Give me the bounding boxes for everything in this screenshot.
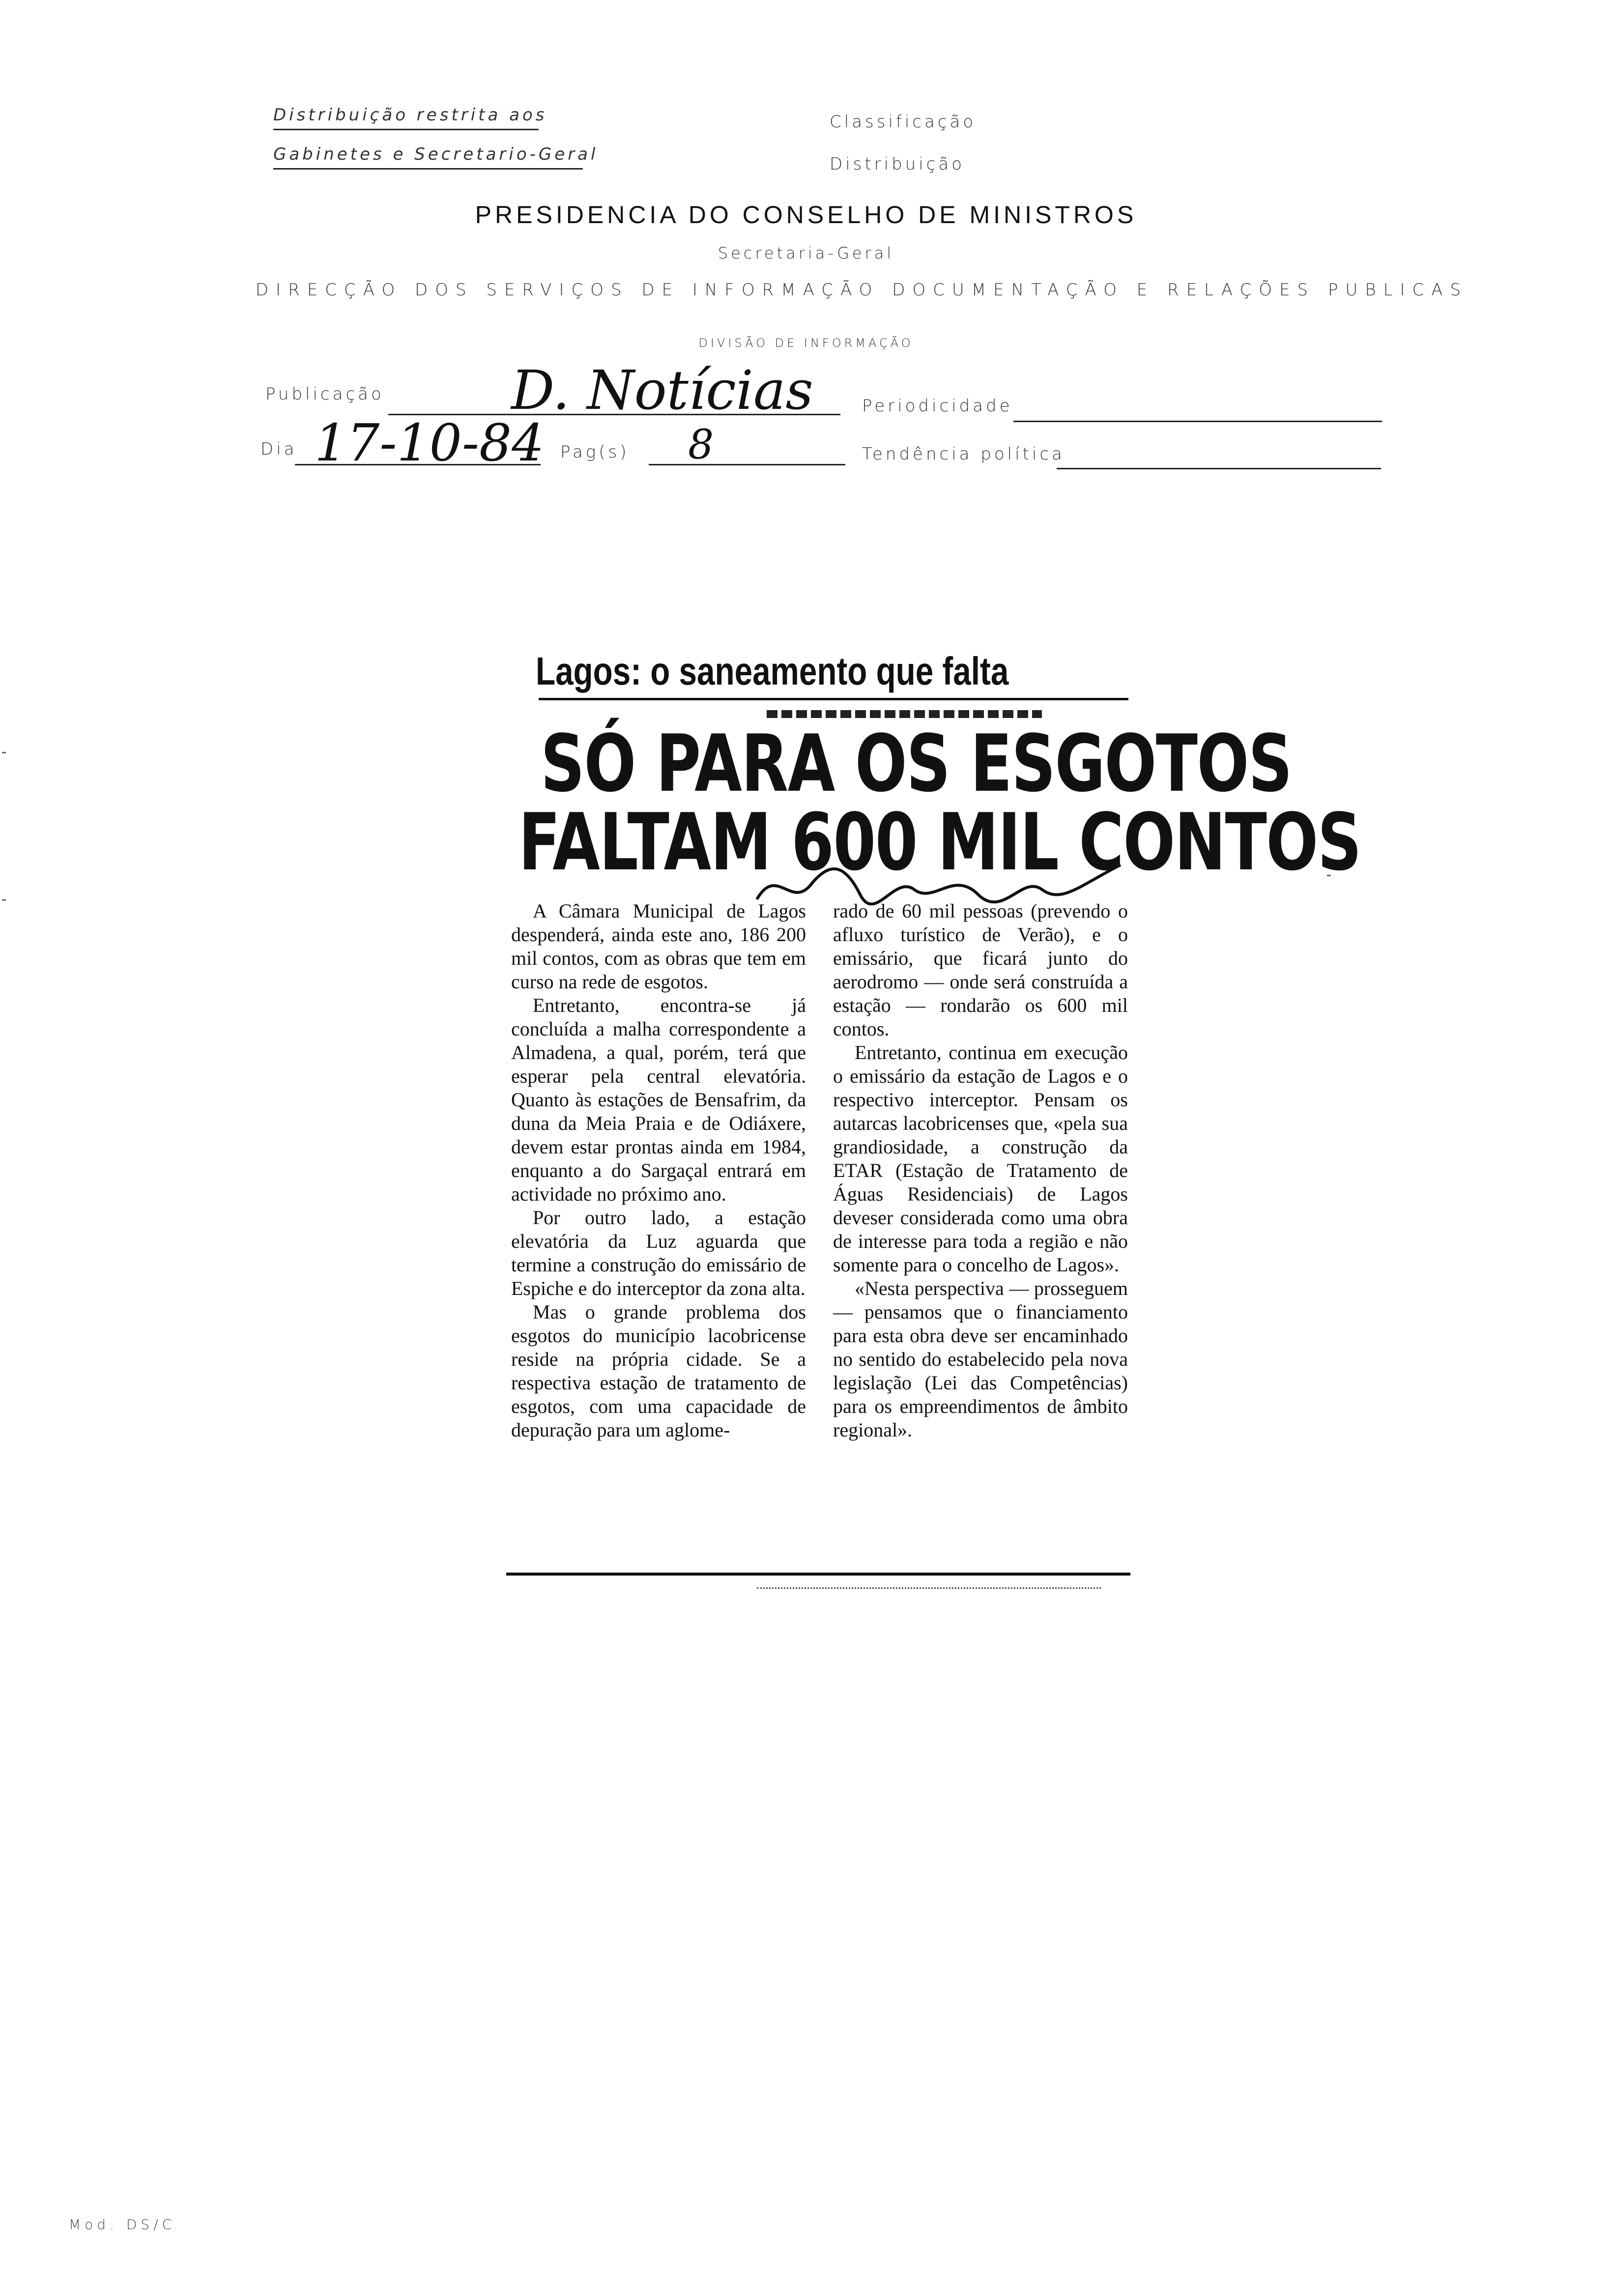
publication-label: Publicação [265,384,384,404]
handwritten-annotation [747,855,1130,914]
margin-tick [1327,875,1331,876]
form-code: Mod. DS/C [69,2216,176,2233]
directorate-line: DIRECÇÃO DOS SERVIÇOS DE INFORMAÇÃO DOCUMENTAÇÃO E RELAÇÕES PUBLICAS [256,280,1468,300]
article-column-1 [511,899,806,1442]
distribution-note-line1: Distribuição restrita aos [273,105,547,125]
day-label: Dia [260,439,297,459]
political-tendency-label: Tendência política [862,444,1065,464]
classification-label: Classificação [830,112,977,132]
divider [757,1587,1101,1589]
margin-tick [2,899,6,901]
distribution-label: Distribuição [830,154,965,174]
paragraph: rado de 60 mil pessoas (prevendo o afluxo turístico de Verão), e o emissário, que ficará junto do aerodromo — onde será construída a estação — rondarão os 600 mil contos. [833,900,1128,1040]
pages-label: Pag(s) [560,442,630,462]
divider [273,129,539,130]
political-tendency-field-line [1057,468,1381,469]
byline-strip [767,710,1042,718]
article-headline-line1: SÓ PARA OS ESGOTOS [541,718,1292,809]
paragraph: Por outro lado, a estação elevatória da Luz aguarda que termine a construção do emissário de Espiche e do interceptor da zona alta. [511,1206,806,1299]
article-kicker: Lagos: o saneamento que falta [536,649,1009,693]
paragraph: Mas o grande problema dos esgotos do município lacobricense reside na própria cidade. Se a respectiva estação de tratamento de esgotos, com uma capacidade de depuração para um aglome- [511,1301,806,1441]
article-column-2 [833,899,1128,1442]
day-handwritten-value: 17-10-84 [315,413,545,473]
article-headline-line2: FALTAM 600 MIL CONTOS [518,796,1361,888]
division-line: DIVISÃO DE INFORMAÇÃO [698,336,914,350]
divider [539,698,1128,700]
publication-handwritten-value: D. Notícias [511,359,813,422]
institution-title: PRESIDENCIA DO CONSELHO DE MINISTROS [475,201,1137,229]
secretariat-subtitle: Secretaria-Geral [718,244,894,262]
divider [506,1573,1130,1576]
distribution-note-line2: Gabinetes e Secretario-Geral [273,144,599,164]
paragraph: Entretanto, continua em execução o emissário da estação de Lagos e o respectivo interceptor. Pensam os autarcas lacobricenses que, «pela sua grandiosidade, a construção da ETAR (Estação de Tratamento de Águas Residenciais) de Lagos deveser considerada como uma obra de interesse para toda a região e não somente para o concelho de Lagos». [833,1041,1128,1276]
paragraph: Entretanto, encontra-se já concluída a malha correspondente a Almadena, a qual, porém, terá que esperar pela central elevatória. Quanto às estações de Bensafrim, da duna da Meia Praia e de Odiáxere, devem estar prontas ainda em 1984, enquanto a do Sargaçal entrará em actividade no próximo ano. [511,994,806,1205]
pages-handwritten-value: 8 [688,422,714,468]
paragraph: A Câmara Municipal de Lagos despenderá, ainda este ano, 186 200 mil contos, com as obras que tem em curso na rede de esgotos. [511,900,806,993]
periodicity-label: Periodicidade [862,396,1013,416]
pages-field-line [649,464,845,465]
paragraph: «Nesta perspectiva — prosseguem — pensamos que o financiamento para esta obra deve ser encaminhado no sentido do estabelecido pela nova legislação (Lei das Competências) para os empreendimentos de âmbito regional». [833,1277,1128,1441]
divider [273,168,583,170]
periodicity-field-line [1013,421,1382,422]
margin-tick [2,752,6,753]
